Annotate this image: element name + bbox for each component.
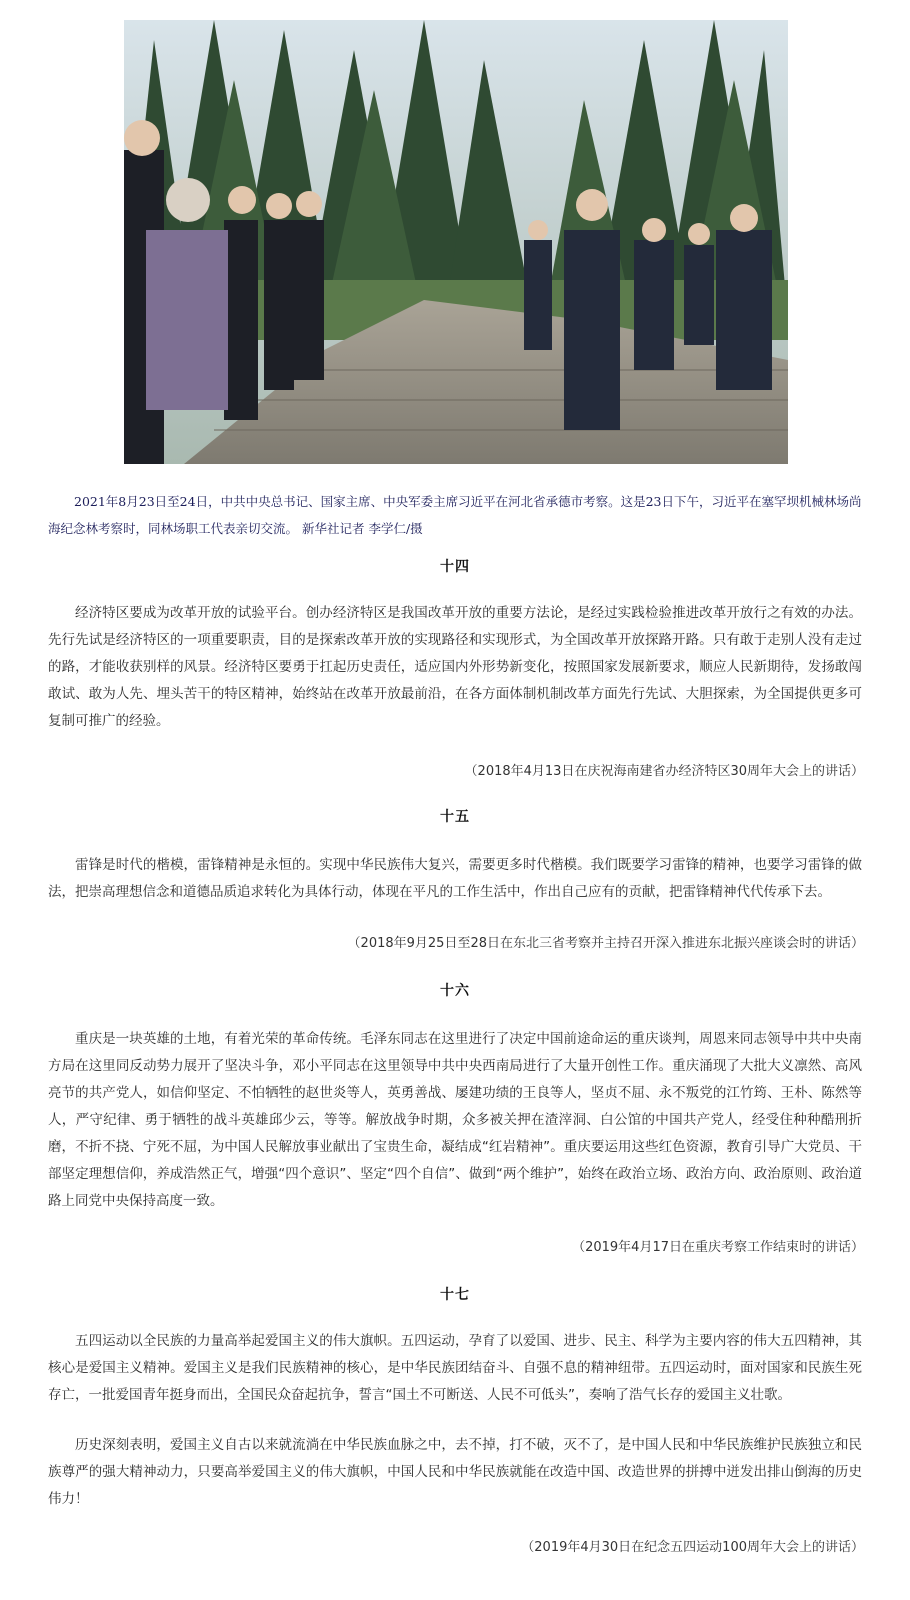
section-16-heading: 十六 bbox=[440, 983, 470, 999]
section-15-heading: 十五 bbox=[440, 809, 470, 825]
section-14-heading: 十四 bbox=[440, 559, 470, 575]
photo-caption: 2021年8月23日至24日，中共中央总书记、国家主席、中央军委主席习近平在河北省承德市考察。这是23日下午，习近平在塞罕坝机械林场尚海纪念林考察时，同林场职工代表亲切交流。 新华社记者 李学仁/摄 bbox=[48, 494, 862, 536]
section-17-paragraph-2: 历史深刻表明，爱国主义自古以来就流淌在中华民族血脉之中，去不掉，打不破，灭不了，是中国人民和中华民族维护民族独立和民族尊严的强大精神动力，只要高举爱国主义的伟大旗帜，中国人民和中华民族就能在改造中国、改造世界的拼搏中迸发出排山倒海的历史伟力！ bbox=[48, 1437, 862, 1507]
section-14-paragraph: 经济特区要成为改革开放的试验平台。创办经济特区是我国改革开放的重要方法论，是经过实践检验推进改革开放行之有效的办法。先行先试是经济特区的一项重要职责，目的是探索改革开放的实现路径和实现形式，为全国改革开放探路开路。只有敢于走别人没有走过的路，才能收获别样的风景。经济特区要勇于扛起历史责任，适应国内外形势新变化，按照国家发展新要求，顺应人民新期待，发扬敢闯敢试、敢为人先、埋头苦干的特区精神，始终站在改革开放最前沿，在各方面体制机制改革方面先行先试、大胆探索，为全国提供更多可复制可推广的经验。 bbox=[48, 605, 862, 729]
section-16-source: （2019年4月17日在重庆考察工作结束时的讲话） bbox=[572, 1240, 864, 1255]
section-14-source: （2018年4月13日在庆祝海南建省办经济特区30周年大会上的讲话） bbox=[464, 764, 864, 779]
section-17-source: （2019年4月30日在纪念五四运动100周年大会上的讲话） bbox=[521, 1540, 864, 1555]
section-15-source: （2018年9月25日至28日在东北三省考察并主持召开深入推进东北振兴座谈会时的讲话） bbox=[347, 936, 864, 951]
section-16-paragraph: 重庆是一块英雄的土地，有着光荣的革命传统。毛泽东同志在这里进行了决定中国前途命运的重庆谈判，周恩来同志领导中共中央南方局在这里同反动势力展开了坚决斗争，邓小平同志在这里领导中共中央西南局进行了大量开创性工作。重庆涌现了大批大义凛然、高风亮节的共产党人，如信仰坚定、不怕牺牲的赵世炎等人，英勇善战、屡建功绩的王良等人，坚贞不屈、永不叛党的江竹筠、王朴、陈然等人，严守纪律、勇于牺牲的战斗英雄邱少云，等等。解放战争时期，众多被关押在渣滓洞、白公馆的中国共产党人，经受住种种酷刑折磨，不折不挠、宁死不屈，为中国人民解放事业献出了宝贵生命，凝结成“红岩精神”。重庆要运用这些红色资源，教育引导广大党员、干部坚定理想信仰，养成浩然正气，增强“四个意识”、坚定“四个自信”、做到“两个维护”，始终在政治立场、政治方向、政治原则、政治道路上同党中央保持高度一致。 bbox=[48, 1031, 862, 1209]
photo-illustration bbox=[124, 20, 788, 464]
news-photo bbox=[124, 20, 788, 464]
section-15-paragraph: 雷锋是时代的楷模，雷锋精神是永恒的。实现中华民族伟大复兴，需要更多时代楷模。我们既要学习雷锋的精神，也要学习雷锋的做法，把崇高理想信念和道德品质追求转化为具体行动，体现在平凡的工作生活中，作出自己应有的贡献，把雷锋精神代代传承下去。 bbox=[48, 857, 862, 900]
section-17-heading: 十七 bbox=[440, 1287, 470, 1303]
section-17-paragraph-1: 五四运动以全民族的力量高举起爱国主义的伟大旗帜。五四运动，孕育了以爱国、进步、民主、科学为主要内容的伟大五四精神，其核心是爱国主义精神。爱国主义是我们民族精神的核心，是中华民族团结奋斗、自强不息的精神纽带。五四运动时，面对国家和民族生死存亡，一批爱国青年挺身而出，全国民众奋起抗争，誓言“国土不可断送、人民不可低头”，奏响了浩气长存的爱国主义壮歌。 bbox=[48, 1333, 862, 1403]
